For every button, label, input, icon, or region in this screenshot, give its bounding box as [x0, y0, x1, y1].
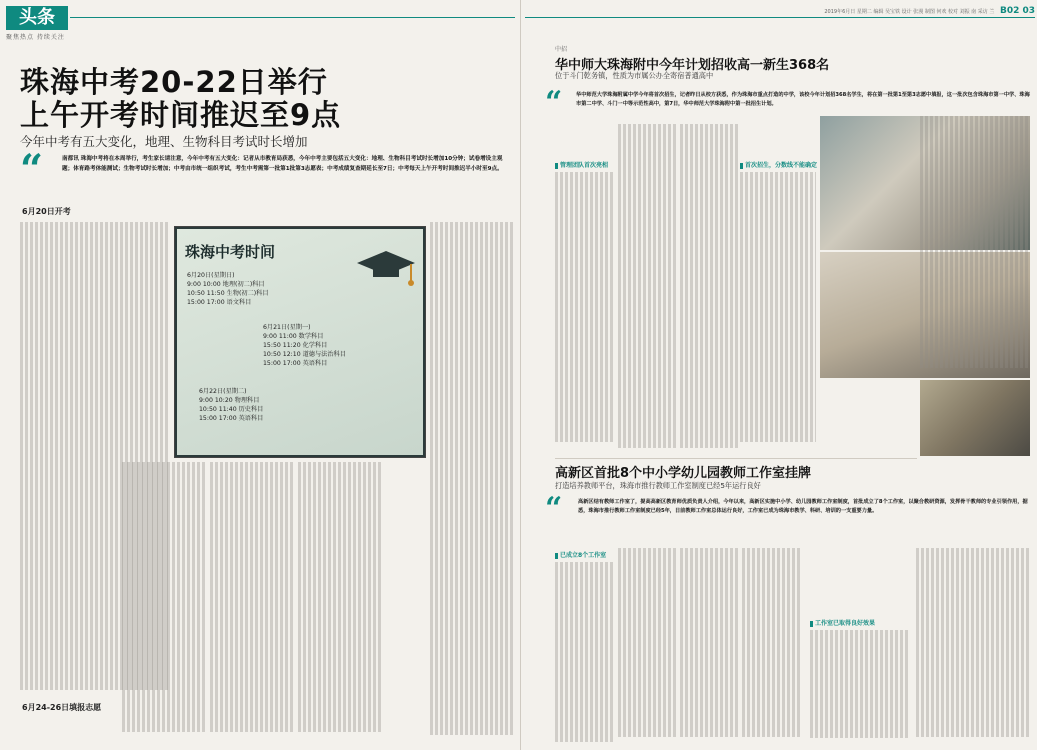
- quote-icon: “: [545, 85, 563, 120]
- date-heading: 6月20日开考: [22, 207, 71, 216]
- article-title-1: 华中师大珠海附中今年计划招收高一新生368名: [555, 58, 830, 73]
- section-bar: [555, 553, 558, 559]
- section-heading-text: 首次招生，分数线不能确定: [745, 162, 818, 169]
- page-code: B02 03: [999, 6, 1035, 16]
- article1-column-3: [680, 124, 738, 454]
- exam-schedule-board: [174, 226, 426, 458]
- article-lead-1: 华中师范大学珠海附属中学今年将首次招生，记者昨日从校方获悉，作为珠海市重点打造的中学，该校今年计划招368名学生，将在第一批第1至第3志愿中填报，这一批次包含珠海市第一中学、珠海市第二中学、斗门一中等示范性高中，第7日，华中师范大学珠海附中第一批招生计划。: [576, 92, 1030, 107]
- section-tag: 头条: [6, 6, 68, 30]
- header-meta-text: 2019年6月日 星期二 编辑 吴宝铁 设计 张漫 制图 何欢 校对 刘振 南 采访 兰: [824, 9, 995, 15]
- article2-column-2: [618, 548, 676, 744]
- section-heading-c: [555, 550, 606, 559]
- article1-column-5: [920, 116, 1030, 376]
- date-heading-2: 6月24-26日填报志愿: [22, 703, 102, 712]
- headline-line2: 上午开考时间推迟至9点: [20, 98, 342, 132]
- article2-column-4: [742, 548, 800, 744]
- schedule-row: 10:50 11:50 生物(初二)科目: [187, 290, 269, 297]
- section-heading-d: [810, 618, 875, 627]
- body-text-column-5: [430, 222, 514, 742]
- article-subtitle-1: 位于斗门乾务镇，性质为市属公办全寄宿普通高中: [555, 71, 714, 80]
- schedule-row: 15:00 17:00 英语科目: [199, 415, 264, 422]
- article-subtitle-2: 打造培养教师平台，珠海市推行教师工作室制度已经5年运行良好: [555, 481, 761, 490]
- schedule-row: 15:50 11:20 化学科目: [263, 342, 328, 349]
- section-tagline: 聚焦热点 持续关注: [6, 34, 65, 41]
- section-bar: [555, 163, 558, 169]
- article1-column-1: [555, 172, 613, 452]
- schedule-date: 6月21日(星期一): [263, 324, 311, 331]
- page-header-meta: [525, 6, 1035, 16]
- lead-paragraph: 南都讯 珠海中考将在本周举行，考生家长请注意，今年中考有五大变化：记者从市教育局获悉，今年中考主要包括五大变化：地理、生物科目考试时长增加10分钟；试卷增设主观题；体育路考体能测试；生物考试时长增加；中考由市统一组织考试，考生中考需第一批第1批第3志愿表；中考成绩复查期延长至7日；中考每天上午开考时间推迟半小时至9点。: [62, 156, 503, 172]
- schedule-row: 9:00 11:00 数学科目: [263, 333, 324, 340]
- schedule-row: 10:50 11:40 历史科目: [199, 406, 264, 413]
- article-title-2: 高新区首批8个中小学幼儿园教师工作室挂牌: [555, 466, 812, 481]
- graduation-cap-icon: [355, 245, 417, 299]
- schedule-row: 15:00 17:00 英语科目: [263, 360, 328, 367]
- section-heading-text: 工作室已取得良好效果: [815, 620, 876, 627]
- article1-column-4: [740, 172, 816, 452]
- page-divider: [520, 0, 521, 750]
- schedule-row: 15:00 17:00 语文科目: [187, 299, 252, 306]
- quote-icon: “: [20, 146, 44, 193]
- board-title: 珠海中考时间: [185, 243, 276, 261]
- article2-column-1: [555, 562, 613, 744]
- schedule-date: 6月22日(星期二): [199, 388, 247, 395]
- section-bar: [740, 163, 743, 169]
- schedule-day-3: [199, 387, 263, 423]
- article-lead-2: 高新区结有教师工作室了，提高高新区教育师优质负责人介绍，今年以来，高新区实施中小学、幼儿园教师工作室制度，首批成立了8个工作室，以聚合教研资源，发挥骨干教师的专业引领作用，据悉，珠海市推行教师工作室制度已经5年，日前教师工作室总体运行良好，工作室已成为珠海市教学、科研、培训的一支重要力量。: [578, 499, 1028, 514]
- section-bar: [810, 621, 813, 627]
- section-heading-a: [555, 160, 608, 169]
- section-heading-text: 已成立8个工作室: [560, 552, 607, 559]
- schedule-row: 10:50 12:10 道德与法治科目: [263, 351, 346, 358]
- article2-column-3: [680, 548, 738, 744]
- schedule-date: 6月20日(星期日): [187, 272, 235, 279]
- section-heading-b: [740, 160, 817, 169]
- schedule-day-1: [187, 271, 269, 307]
- schedule-row: 9:00 10:20 物理科目: [199, 397, 260, 404]
- subheadline: 今年中考有五大变化，地理、生物科目考试时长增加: [20, 134, 308, 149]
- header-rule-right: [525, 17, 1035, 18]
- body-text-column-4: [298, 462, 382, 742]
- section-heading-text: 管理团队首次亮相: [560, 162, 609, 169]
- body-text-column-2: [122, 462, 206, 742]
- teachers-photo: [920, 380, 1030, 456]
- article2-column-5: [810, 630, 910, 744]
- quote-icon: “: [545, 491, 563, 526]
- article2-column-6: [916, 548, 1030, 744]
- schedule-day-2: [263, 323, 346, 368]
- article1-column-2: [618, 124, 676, 454]
- headline-line1: 珠海中考20-22日举行: [20, 65, 328, 99]
- schedule-row: 9:00 10:00 地理(初二)科目: [187, 281, 265, 288]
- headline: [20, 66, 341, 132]
- article-divider: [555, 458, 917, 459]
- header-rule: [70, 17, 515, 18]
- article-category: 中招: [555, 46, 568, 53]
- body-text-column-3: [210, 462, 294, 742]
